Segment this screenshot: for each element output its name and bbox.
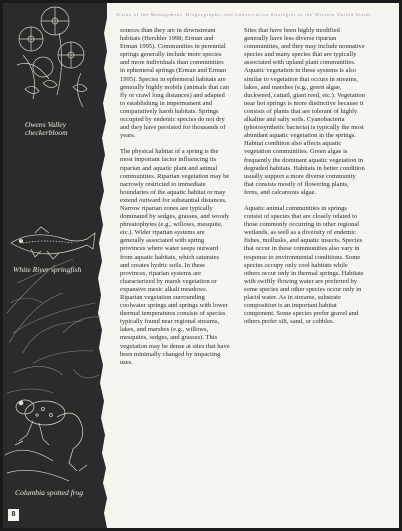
checkerbloom-illustration-icon: [17, 7, 87, 107]
springfish-illustration-icon: [11, 227, 95, 259]
text-column-left: [120, 27, 230, 375]
running-header: Status of the Management, Biogeography, and Conservation Strategies in the Western United States: [116, 12, 372, 17]
paragraph: Sites that have been highly modified generally have less diverse riparian communities, and they may include nonnative species and many species that are typically associated with upland plant communities. Aquatic vegetation in these systems is also similar to vegetation that occurs in streams, lakes, and marshes (e.g., green algae, duckweed, cattail, giant reed, etc.). Vegetation near hot springs is more distinctive because it consists of plants that are tolerant of highly alkaline and salty soils. Cyanobacteria (photosynthetic bacteria) is typically the most abundant aquatic vegetation in the springs. Habitat condition also affects aquatic vegetation communities. Green algae is frequently the dominant aquatic vegetation in degraded habitats. Habitats in better condition usually support a more diverse community that consists mostly of flowering plants, ferns, and calcareous algae.: [244, 27, 365, 196]
illustration-sidebar: [3, 3, 108, 528]
caption-checkerbloom: Owens Valley checkerbloom: [25, 120, 68, 138]
page-number: 8: [8, 509, 19, 521]
paragraph: Aquatic animal communities in springs consist of species that are closely related to those commonly occurring in other regional wetlands, as well as a diversity of endemic fishes, mollusks, and aquatic insects. Species that occur in these communities also vary in response to environmental conditions. Some species occupy only cool habitats while others occur only in thermal springs. Habitats with swiftly flowing water are preferred by some species and other species occur only in placid water. As in streams, substrate composition is an important habitat component. Some species prefer gravel and others prefer silt, sand, or cobbles.: [244, 204, 364, 326]
paragraph: sources than they are in downstream habitats (Hershler 1998; Erman and Erman 1995). Communities in perennial springs generally include more species and more individuals than communities in ephemeral springs (Erman and Erman 1995). Species in ephemeral habitats are generally highly mobile (animals that can fly or crawl long distances) and adapted to establishing in impermanent and comparatively harsh habitats. Springs occupied by endemic species do not dry and they have persisted for thousands of years.: [120, 27, 229, 140]
caption-frog: Columbia spotted frog: [15, 488, 84, 497]
caption-springfish: White River springfish: [13, 265, 82, 274]
marsh-grass-illustration-icon: [7, 259, 101, 393]
frog-illustration-icon: [5, 400, 87, 481]
text-column-right: [244, 27, 365, 334]
document-page: [3, 3, 399, 528]
paragraph: The physical habitat of a spring is the most important factor influencing its riparian and aquatic plant and animal communities. Riparian vegetation may be narrowly restricted to immediate boundaries of the aquatic habitat or may extend outward for substantial distances. Narrow riparian zones are typically dominated by sedges, grasses, and woody phreatophytes (e.g., willows, mesquite, etc.). Wider riparian systems are generally associated with spring provinces where water seeps outward from aquatic habitats, which saturates and creates hydric soils. In these provinces, riparian systems are characterized by marsh vegetation or expansive mesic alkali meadows. Riparian vegetation surrounding coolwater springs and springs with lower thermal temperatures consists of species typically found near regional streams, lakes, and marshes (e.g., willows, mesquites, sedges, and grasses). This vegetation may be dense at sites that have been minimally changed by impacting uses.: [120, 148, 230, 366]
